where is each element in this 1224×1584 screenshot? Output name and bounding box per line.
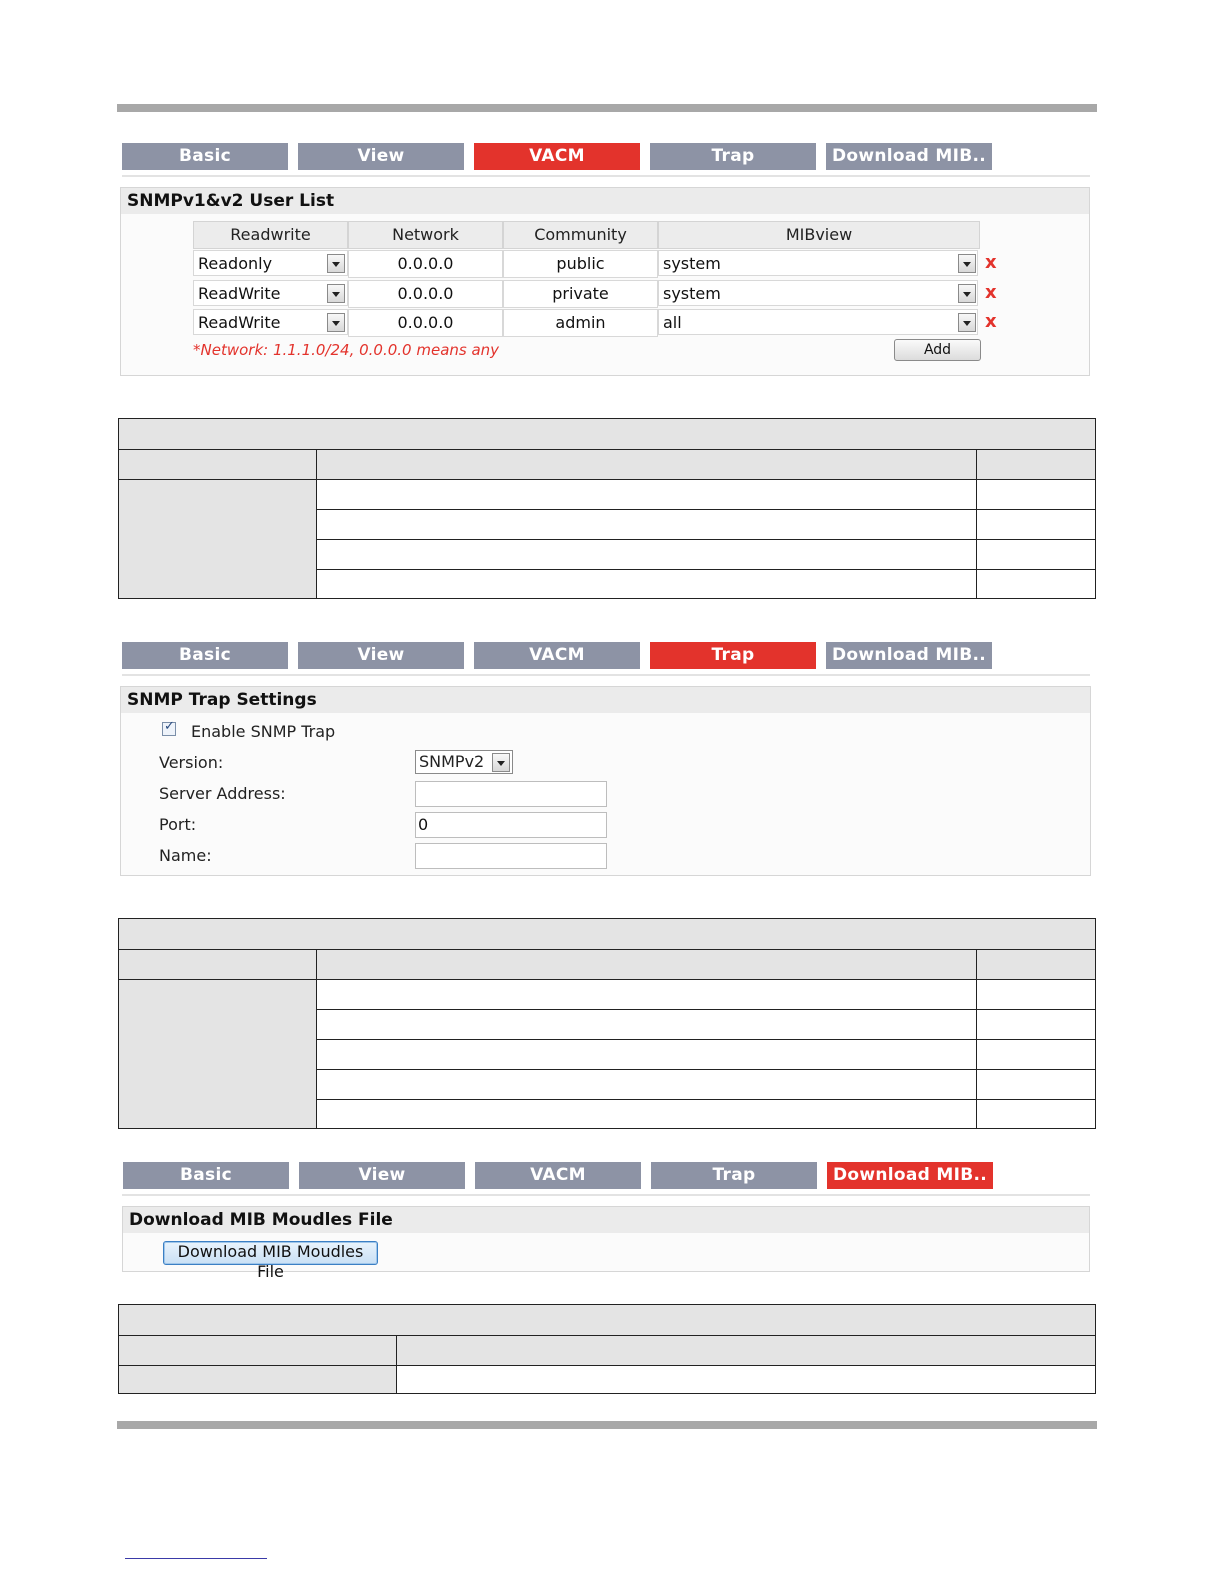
column-divider xyxy=(976,449,977,598)
mibview-select[interactable] xyxy=(658,280,978,306)
tab-vacm[interactable]: VACM xyxy=(475,1162,641,1189)
chevron-down-icon[interactable] xyxy=(958,254,976,273)
chevron-down-icon[interactable] xyxy=(327,313,345,332)
download-mib-title: Download MIB Moudles File xyxy=(123,1207,1089,1233)
enable-trap-label: Enable SNMP Trap xyxy=(191,722,336,741)
trap-settings-title: SNMP Trap Settings xyxy=(121,687,1090,713)
chevron-down-icon[interactable] xyxy=(327,284,345,303)
network-input[interactable]: 0.0.0.0 xyxy=(348,280,503,308)
tab-view[interactable]: View xyxy=(299,1162,465,1189)
top-rule xyxy=(117,104,1097,112)
tab-basic[interactable]: Basic xyxy=(123,1162,289,1189)
name-label: Name: xyxy=(159,846,212,865)
tab-view[interactable]: View xyxy=(298,642,464,669)
table-header-fill xyxy=(119,950,1095,979)
user-list-title: SNMPv1&v2 User List xyxy=(121,188,1089,214)
readwrite-select[interactable] xyxy=(193,309,348,335)
mibview-value: system xyxy=(663,254,721,273)
description-table-2 xyxy=(118,918,1096,1129)
version-label: Version: xyxy=(159,753,224,772)
table-title-row xyxy=(119,419,1095,449)
community-input[interactable]: public xyxy=(503,250,658,278)
readwrite-select[interactable] xyxy=(193,280,348,306)
header-network: Network xyxy=(348,221,503,249)
user-list-panel xyxy=(120,187,1090,376)
tab-download-mib[interactable]: Download MIB.. xyxy=(826,143,992,170)
column-divider xyxy=(976,949,977,1128)
tab-bar-trap xyxy=(122,642,1090,676)
server-address-label: Server Address: xyxy=(159,784,286,803)
tab-basic[interactable]: Basic xyxy=(122,143,288,170)
description-table-1 xyxy=(118,418,1096,599)
community-input[interactable]: admin xyxy=(503,309,658,337)
footer-link-underline xyxy=(125,1558,267,1559)
description-table-3 xyxy=(118,1304,1096,1394)
delete-row-icon[interactable]: x xyxy=(985,252,997,273)
trap-settings-panel xyxy=(120,686,1091,876)
readwrite-select[interactable] xyxy=(193,250,348,276)
table-header-fill xyxy=(119,450,1095,479)
add-button[interactable]: Add xyxy=(894,339,981,361)
table-title-row xyxy=(119,919,1095,949)
table-first-column xyxy=(119,480,316,598)
header-community: Community xyxy=(503,221,658,249)
chevron-down-icon[interactable] xyxy=(492,753,510,772)
tab-basic[interactable]: Basic xyxy=(122,642,288,669)
delete-row-icon[interactable]: x xyxy=(985,282,997,303)
header-mibview: MIBview xyxy=(658,221,980,249)
tab-vacm[interactable]: VACM xyxy=(474,143,640,170)
mibview-value: system xyxy=(663,284,721,303)
tab-trap[interactable]: Trap xyxy=(650,642,816,669)
network-input[interactable]: 0.0.0.0 xyxy=(348,309,503,337)
tab-vacm[interactable]: VACM xyxy=(474,642,640,669)
download-mib-button[interactable]: Download MIB Moudles File xyxy=(163,1241,378,1265)
chevron-down-icon[interactable] xyxy=(958,313,976,332)
column-divider xyxy=(316,949,317,1128)
tab-bar-download xyxy=(122,1162,1090,1196)
port-label: Port: xyxy=(159,815,197,834)
download-mib-panel xyxy=(122,1206,1090,1281)
mibview-select[interactable] xyxy=(658,309,978,335)
version-value: SNMPv2 xyxy=(419,752,485,771)
server-address-input[interactable] xyxy=(415,781,607,807)
bottom-rule xyxy=(117,1421,1097,1429)
tab-view[interactable]: View xyxy=(298,143,464,170)
name-input[interactable] xyxy=(415,843,607,869)
table-title-row xyxy=(119,1305,1095,1335)
table-header-fill xyxy=(119,1336,1095,1365)
tab-download-mib[interactable]: Download MIB.. xyxy=(827,1162,993,1189)
readwrite-value: ReadWrite xyxy=(198,284,281,303)
readwrite-value: Readonly xyxy=(198,254,273,273)
delete-row-icon[interactable]: x xyxy=(985,311,997,332)
port-input[interactable]: 0 xyxy=(415,812,607,838)
tab-download-mib[interactable]: Download MIB.. xyxy=(826,642,992,669)
chevron-down-icon[interactable] xyxy=(327,254,345,273)
mibview-value: all xyxy=(663,313,682,332)
version-select[interactable] xyxy=(415,750,513,774)
network-input[interactable]: 0.0.0.0 xyxy=(348,250,503,278)
chevron-down-icon[interactable] xyxy=(958,284,976,303)
column-divider xyxy=(316,449,317,598)
network-note: *Network: 1.1.1.0/24, 0.0.0.0 means any xyxy=(193,341,500,359)
enable-trap-checkbox[interactable] xyxy=(162,722,176,736)
mibview-select[interactable] xyxy=(658,250,978,276)
tab-bar-vacm xyxy=(122,143,1090,177)
table-first-column xyxy=(119,1366,396,1393)
community-input[interactable]: private xyxy=(503,280,658,308)
column-divider xyxy=(396,1335,397,1393)
tab-trap[interactable]: Trap xyxy=(650,143,816,170)
readwrite-value: ReadWrite xyxy=(198,313,281,332)
header-readwrite: Readwrite xyxy=(193,221,348,249)
tab-trap[interactable]: Trap xyxy=(651,1162,817,1189)
table-first-column xyxy=(119,980,316,1128)
